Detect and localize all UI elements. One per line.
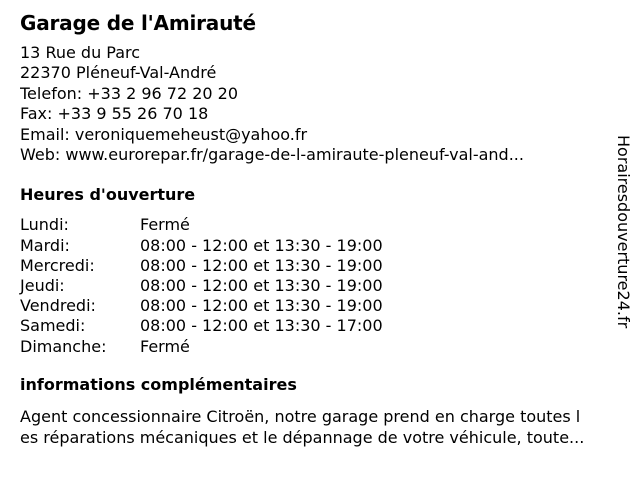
day-hours: 08:00 - 12:00 et 13:30 - 19:00 bbox=[140, 235, 383, 255]
site-watermark: Horairesdouverture24.fr bbox=[614, 135, 633, 329]
info-line-1: Agent concessionnaire Citroën, notre garage prend en charge toutes l bbox=[20, 406, 581, 426]
info-line-2: es réparations mécaniques et le dépannage de votre véhicule, toute... bbox=[20, 427, 585, 447]
day-label: Samedi: bbox=[20, 316, 86, 336]
day-hours: 08:00 - 12:00 et 13:30 - 17:00 bbox=[140, 316, 383, 336]
day-hours: 08:00 - 12:00 et 13:30 - 19:00 bbox=[140, 255, 383, 275]
hours-row-friday bbox=[20, 296, 630, 316]
address-city: 22370 Pléneuf-Val-André bbox=[20, 63, 217, 83]
hours-row-wednesday bbox=[20, 256, 630, 276]
day-hours: 08:00 - 12:00 et 13:30 - 19:00 bbox=[140, 276, 383, 296]
day-label: Mardi: bbox=[20, 235, 70, 255]
day-label: Dimanche: bbox=[20, 336, 107, 356]
hours-row-tuesday bbox=[20, 236, 630, 256]
day-hours: 08:00 - 12:00 et 13:30 - 19:00 bbox=[140, 296, 383, 316]
day-hours: Fermé bbox=[140, 215, 190, 235]
address-street: 13 Rue du Parc bbox=[20, 43, 141, 62]
web-line: Web: www.eurorepar.fr/garage-de-l-amiraute-pleneuf-val-and... bbox=[20, 145, 524, 165]
day-label: Mercredi: bbox=[20, 255, 95, 275]
hours-row-thursday bbox=[20, 276, 630, 296]
day-label: Jeudi: bbox=[20, 276, 65, 296]
hours-title: Heures d'ouverture bbox=[20, 185, 196, 205]
phone-line: Telefon: +33 2 96 72 20 20 bbox=[20, 83, 239, 103]
info-title: informations complémentaires bbox=[20, 374, 297, 394]
contact-block bbox=[20, 43, 630, 165]
fax-line: Fax: +33 9 55 26 70 18 bbox=[20, 104, 209, 124]
hours-table bbox=[20, 215, 630, 356]
garage-name: Garage de l'Amirauté bbox=[20, 11, 256, 35]
email-line: Email: veroniquemeheust@yahoo.fr bbox=[20, 124, 308, 144]
day-label: Vendredi: bbox=[20, 296, 96, 316]
garage-card bbox=[20, 10, 630, 448]
hours-row-sunday bbox=[20, 337, 630, 357]
day-hours: Fermé bbox=[140, 336, 190, 356]
hours-row-saturday bbox=[20, 316, 630, 336]
hours-row-monday bbox=[20, 215, 630, 235]
info-description bbox=[20, 406, 630, 448]
day-label: Lundi: bbox=[20, 215, 69, 235]
